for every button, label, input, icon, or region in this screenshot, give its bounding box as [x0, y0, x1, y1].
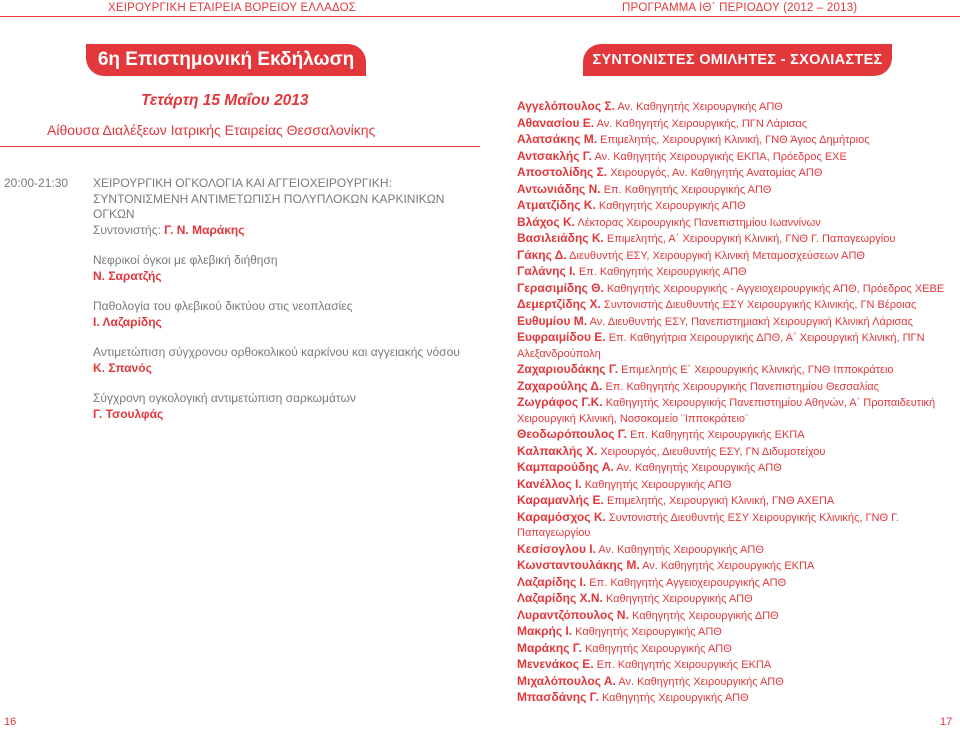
speaker-affiliation: Συντονιστής Διευθυντής ΕΣΥ Χειρουργικής Κλινικής, ΓΝΘ Γ. Παπαγεωργίου — [517, 511, 899, 539]
speaker-affiliation: Συντονιστής Διευθυντής ΕΣΥ Χειρουργικής Κλινικής, ΓΝ Βέροιας — [603, 299, 917, 311]
speaker-name: Κωνσταντουλάκης Μ. — [517, 558, 640, 572]
speaker-affiliation: Καθηγητής Χειρουργικής Πανεπιστημίου Αθηνών, Α΄ Προπαιδευτική Χειρουργική Κλινική, Νοσοκομείο ¨Ιπποκράτειο¨ — [517, 397, 936, 425]
speaker-entry — [517, 575, 957, 592]
speaker-entry — [517, 674, 957, 691]
speaker-name: Δεμερτζίδης Χ. — [517, 297, 601, 311]
speaker-name: Μενενάκος Ε. — [517, 657, 594, 671]
talk-list — [93, 253, 463, 422]
speaker-name: Μαράκης Γ. — [517, 640, 582, 655]
speaker-entry — [517, 444, 957, 461]
speaker-entry — [517, 165, 957, 182]
talk-title: Αντιμετώπιση σύγχρονου ορθοκολικού καρκίνου και αγγειακής νόσου — [93, 345, 460, 359]
header-divider-left — [0, 16, 480, 17]
header-divider-right — [480, 16, 960, 17]
speaker-affiliation: Αν. Καθηγητής Χειρουργικής ΑΠΘ — [598, 543, 764, 556]
session-venue: Αίθουσα Διαλέξεων Ιατρικής Εταιρείας Θεσσαλονίκης — [47, 122, 376, 138]
speaker-name: Καραμανλής Ε. — [517, 493, 604, 507]
event-banner: 6η Επιστημονική Εκδήλωση — [86, 44, 366, 76]
speaker-affiliation: Επιμελητής, Α΄ Χειρουργική Κλινική, ΓΝΘ Γ. Παπαγεωργίου — [606, 233, 896, 245]
speaker-name: Καμπαρούδης Α. — [517, 460, 614, 474]
talk-title: Παθολογία του φλεβικού δικτύου στις νεοπλασίες — [93, 299, 353, 313]
talk-item — [93, 391, 463, 422]
speaker-affiliation: Χειρουργός, Διευθυντής ΕΣΥ, ΓΝ Διδυμοτείχου — [600, 445, 826, 458]
session-title: ΧΕΙΡΟΥΡΓΙΚΗ ΟΓΚΟΛΟΓΙΑ ΚΑΙ ΑΓΓΕΙΟΧΕΙΡΟΥΡΓΙΚΗ: ΣΥΝΤΟΝΙΣΜΕΝΗ ΑΝΤΙΜΕΤΩΠΙΣΗ ΠΟΛΥΠΛΟΚΩΝ ΚΑΡΚΙΝΙΚΩΝ ΟΓΚΩΝ — [93, 176, 445, 221]
speaker-name: Ευθυμίου Μ. — [517, 313, 588, 328]
speaker-affiliation: Επ. Καθηγητής Χειρουργικής ΑΠΘ — [603, 183, 772, 196]
speaker-entry — [517, 657, 957, 674]
speaker-entry — [517, 281, 957, 298]
speaker-entry — [517, 264, 957, 281]
speaker-affiliation: Επιμελητής, Χειρουργική Κλινική, ΓΝΘ ΑΧΕΠΑ — [606, 495, 835, 507]
speaker-affiliation: Αν. Καθηγητής Χειρουργικής ΑΠΘ — [618, 675, 784, 688]
speaker-entry — [517, 231, 957, 248]
speaker-name: Αθανασίου Ε. — [517, 115, 595, 130]
session-time: 20:00-21:30 — [4, 176, 69, 190]
speaker-affiliation: Διευθυντής ΕΣΥ, Χειρουργική Κλινική Μεταμοσχεύσεων ΑΠΘ — [569, 249, 865, 262]
speaker-name: Ευφραιμίδου Ε. — [517, 330, 606, 344]
speaker-affiliation: Αν. Καθηγητής Χειρουργικής ΕΚΠΑ — [642, 560, 815, 572]
speaker-affiliation: Αν. Διευθυντής ΕΣΥ, Πανεπιστημιακή Χειρουργική Κλινική Λάρισας — [589, 315, 913, 328]
speaker-name: Γαλάνης Ι. — [517, 264, 576, 278]
page-number-right: 17 — [940, 716, 953, 728]
speakers-banner: ΣΥΝΤΟΝΙΣΤΕΣ ΟΜΙΛΗΤΕΣ - ΣΧΟΛΙΑΣΤΕΣ — [583, 44, 892, 76]
talk-title: Σύγχρονη ογκολογική αντιμετώπιση σαρκωμάτων — [93, 391, 356, 405]
speaker-affiliation: Επ. Καθηγητής Χειρουργικής Πανεπιστημίου Θεσσαλίας — [605, 380, 879, 393]
speaker-name: Μιχαλόπουλος Α. — [517, 673, 616, 688]
speaker-entry — [517, 477, 957, 494]
speaker-entry — [517, 149, 957, 166]
session-date: Τετάρτη 15 Μαΐου 2013 — [141, 92, 309, 109]
speaker-affiliation: Καθηγητής Χειρουργικής ΑΠΘ — [601, 692, 749, 704]
page-number-left: 16 — [4, 716, 17, 728]
speaker-name: Ζαχαριουδάκης Γ. — [517, 362, 619, 376]
speaker-entry — [517, 182, 957, 199]
talk-item — [93, 299, 463, 330]
speaker-name: Αντωνιάδης Ν. — [517, 181, 601, 196]
speaker-name: Ζαχαρούλης Δ. — [517, 378, 603, 393]
speaker-affiliation: Καθηγητής Χειρουργικής - Αγγειοχειρουργικής ΑΠΘ, Πρόεδρος ΧΕΒΕ — [606, 282, 945, 295]
talk-title: Νεφρικοί όγκοι με φλεβική διήθηση — [93, 253, 278, 267]
speaker-name: Βασιλειάδης Κ. — [517, 231, 604, 245]
speaker-entry — [517, 379, 957, 396]
speaker-entry — [517, 330, 957, 362]
running-header-right: ΠΡΟΓΡΑΜΜΑ ΙΘ΄ ΠΕΡΙΟΔΟΥ (2012 – 2013) — [622, 2, 858, 14]
speaker-name: Γάκης Δ. — [517, 247, 567, 262]
running-header-left: ΧΕΙΡΟΥΡΓΙΚΗ ΕΤΑΙΡΕΙΑ ΒΟΡΕΙΟΥ ΕΛΛΑΔΟΣ — [108, 2, 357, 14]
speaker-name: Μπασδάνης Γ. — [517, 690, 599, 704]
speaker-name: Καλπακλής Χ. — [517, 443, 598, 458]
talk-speaker: Ν. Σαρατζής — [93, 268, 162, 283]
speaker-affiliation: Λέκτορας Χειρουργικής Πανεπιστημίου Ιωαννίνων — [577, 216, 821, 229]
coordinator-label: Συντονιστής: — [93, 222, 165, 237]
speaker-name: Αντσακλής Γ. — [517, 148, 592, 163]
venue-divider — [0, 146, 480, 147]
speaker-name: Αγγελόπουλος Σ. — [517, 99, 615, 113]
session-coordinator — [93, 223, 463, 239]
talk-speaker: Γ. Τσουλφάς — [93, 406, 164, 421]
speaker-name: Αλατσάκης Μ. — [517, 132, 598, 146]
session-program — [93, 176, 463, 422]
speaker-affiliation: Καθηγητής Χειρουργικής ΑΠΘ — [575, 626, 722, 638]
speaker-affiliation: Αν. Καθηγητής Χειρουργικής ΑΠΘ — [616, 462, 782, 474]
speaker-name: Μακρής Ι. — [517, 624, 573, 638]
speaker-list — [517, 99, 957, 707]
speaker-affiliation: Επιμελητής Ε΄ Χειρουργικής Κλινικής, ΓΝΘ Ιπποκράτειο — [621, 364, 894, 376]
speaker-affiliation: Επ. Καθηγητής Χειρουργικής ΑΠΘ — [578, 266, 747, 278]
speaker-entry — [517, 248, 957, 265]
speaker-entry — [517, 608, 957, 625]
speaker-affiliation: Αν. Καθηγητής Χειρουργικής ΑΠΘ — [617, 101, 783, 113]
speaker-entry — [517, 314, 957, 331]
speaker-name: Λυραντζόπουλος Ν. — [517, 607, 629, 622]
speaker-affiliation: Αν. Καθηγητής Χειρουργικής ΕΚΠΑ, Πρόεδρος ΕΧΕ — [594, 150, 847, 163]
speaker-entry — [517, 198, 957, 215]
speaker-entry — [517, 99, 957, 116]
talk-speaker: Ι. Λαζαρίδης — [93, 314, 162, 329]
speaker-name: Λαζαρίδης Χ.Ν. — [517, 591, 603, 605]
speaker-name: Ζωγράφος Γ.Κ. — [517, 395, 603, 409]
speaker-entry — [517, 362, 957, 379]
speaker-entry — [517, 215, 957, 232]
speaker-entry — [517, 132, 957, 149]
speaker-affiliation: Αν. Καθηγητής Χειρουργικής, ΠΓΝ Λάρισας — [596, 117, 808, 130]
speaker-affiliation: Επ. Καθηγητής Χειρουργικής ΕΚΠΑ — [596, 659, 772, 671]
speaker-entry — [517, 493, 957, 510]
speaker-entry — [517, 510, 957, 542]
speaker-affiliation: Χειρουργός, Αν. Καθηγητής Ανατομίας ΑΠΘ — [610, 167, 823, 179]
talk-item — [93, 253, 463, 284]
speaker-name: Λαζαρίδης Ι. — [517, 574, 587, 589]
speaker-affiliation: Καθηγητής Χειρουργικής ΑΠΘ — [598, 200, 746, 212]
speaker-entry — [517, 690, 957, 707]
speaker-entry — [517, 427, 957, 444]
speaker-name: Ατματζίδης Κ. — [517, 198, 596, 212]
speaker-entry — [517, 624, 957, 641]
speaker-entry — [517, 297, 957, 314]
speaker-entry — [517, 460, 957, 477]
speaker-name: Αποστολίδης Σ. — [517, 165, 608, 179]
speaker-affiliation: Επιμελητής, Χειρουργική Κλινική, ΓΝΘ Άγιος Δημήτριος — [600, 134, 870, 146]
speaker-entry — [517, 542, 957, 559]
speaker-entry — [517, 641, 957, 658]
speaker-name: Βλάχος Κ. — [517, 214, 575, 229]
speaker-entry — [517, 558, 957, 575]
speaker-affiliation: Επ. Καθηγήτρια Χειρουργικής ΔΠΘ, Α΄ Χειρουργική Κλινική, ΠΓΝ Αλεξανδρούπολη — [517, 332, 925, 360]
speaker-name: Καραμόσχος Κ. — [517, 509, 606, 524]
speaker-entry — [517, 395, 957, 427]
coordinator-name: Γ. Ν. Μαράκης — [164, 222, 245, 237]
speaker-name: Κανέλλος Ι. — [517, 476, 582, 491]
speaker-affiliation: Καθηγητής Χειρουργικής ΑΠΘ — [605, 593, 753, 605]
talk-item — [93, 345, 463, 376]
speaker-name: Κεσίσογλου Ι. — [517, 541, 596, 556]
speaker-name: Γερασιμίδης Θ. — [517, 280, 604, 295]
speaker-affiliation: Επ. Καθηγητής Αγγειοχειρουργικής ΑΠΘ — [589, 576, 787, 589]
speaker-entry — [517, 591, 957, 608]
speaker-affiliation: Καθηγητής Χειρουργικής ΑΠΘ — [585, 642, 732, 655]
speaker-affiliation: Καθηγητής Χειρουργικής ΑΠΘ — [584, 478, 732, 491]
speaker-affiliation: Καθηγητής Χειρουργικής ΔΠΘ — [632, 609, 779, 622]
speaker-entry — [517, 116, 957, 133]
talk-speaker: Κ. Σπανός — [93, 360, 152, 375]
speaker-affiliation: Επ. Καθηγητής Χειρουργικής ΕΚΠΑ — [630, 429, 805, 441]
speaker-name: Θεοδωρόπουλος Γ. — [517, 427, 628, 441]
